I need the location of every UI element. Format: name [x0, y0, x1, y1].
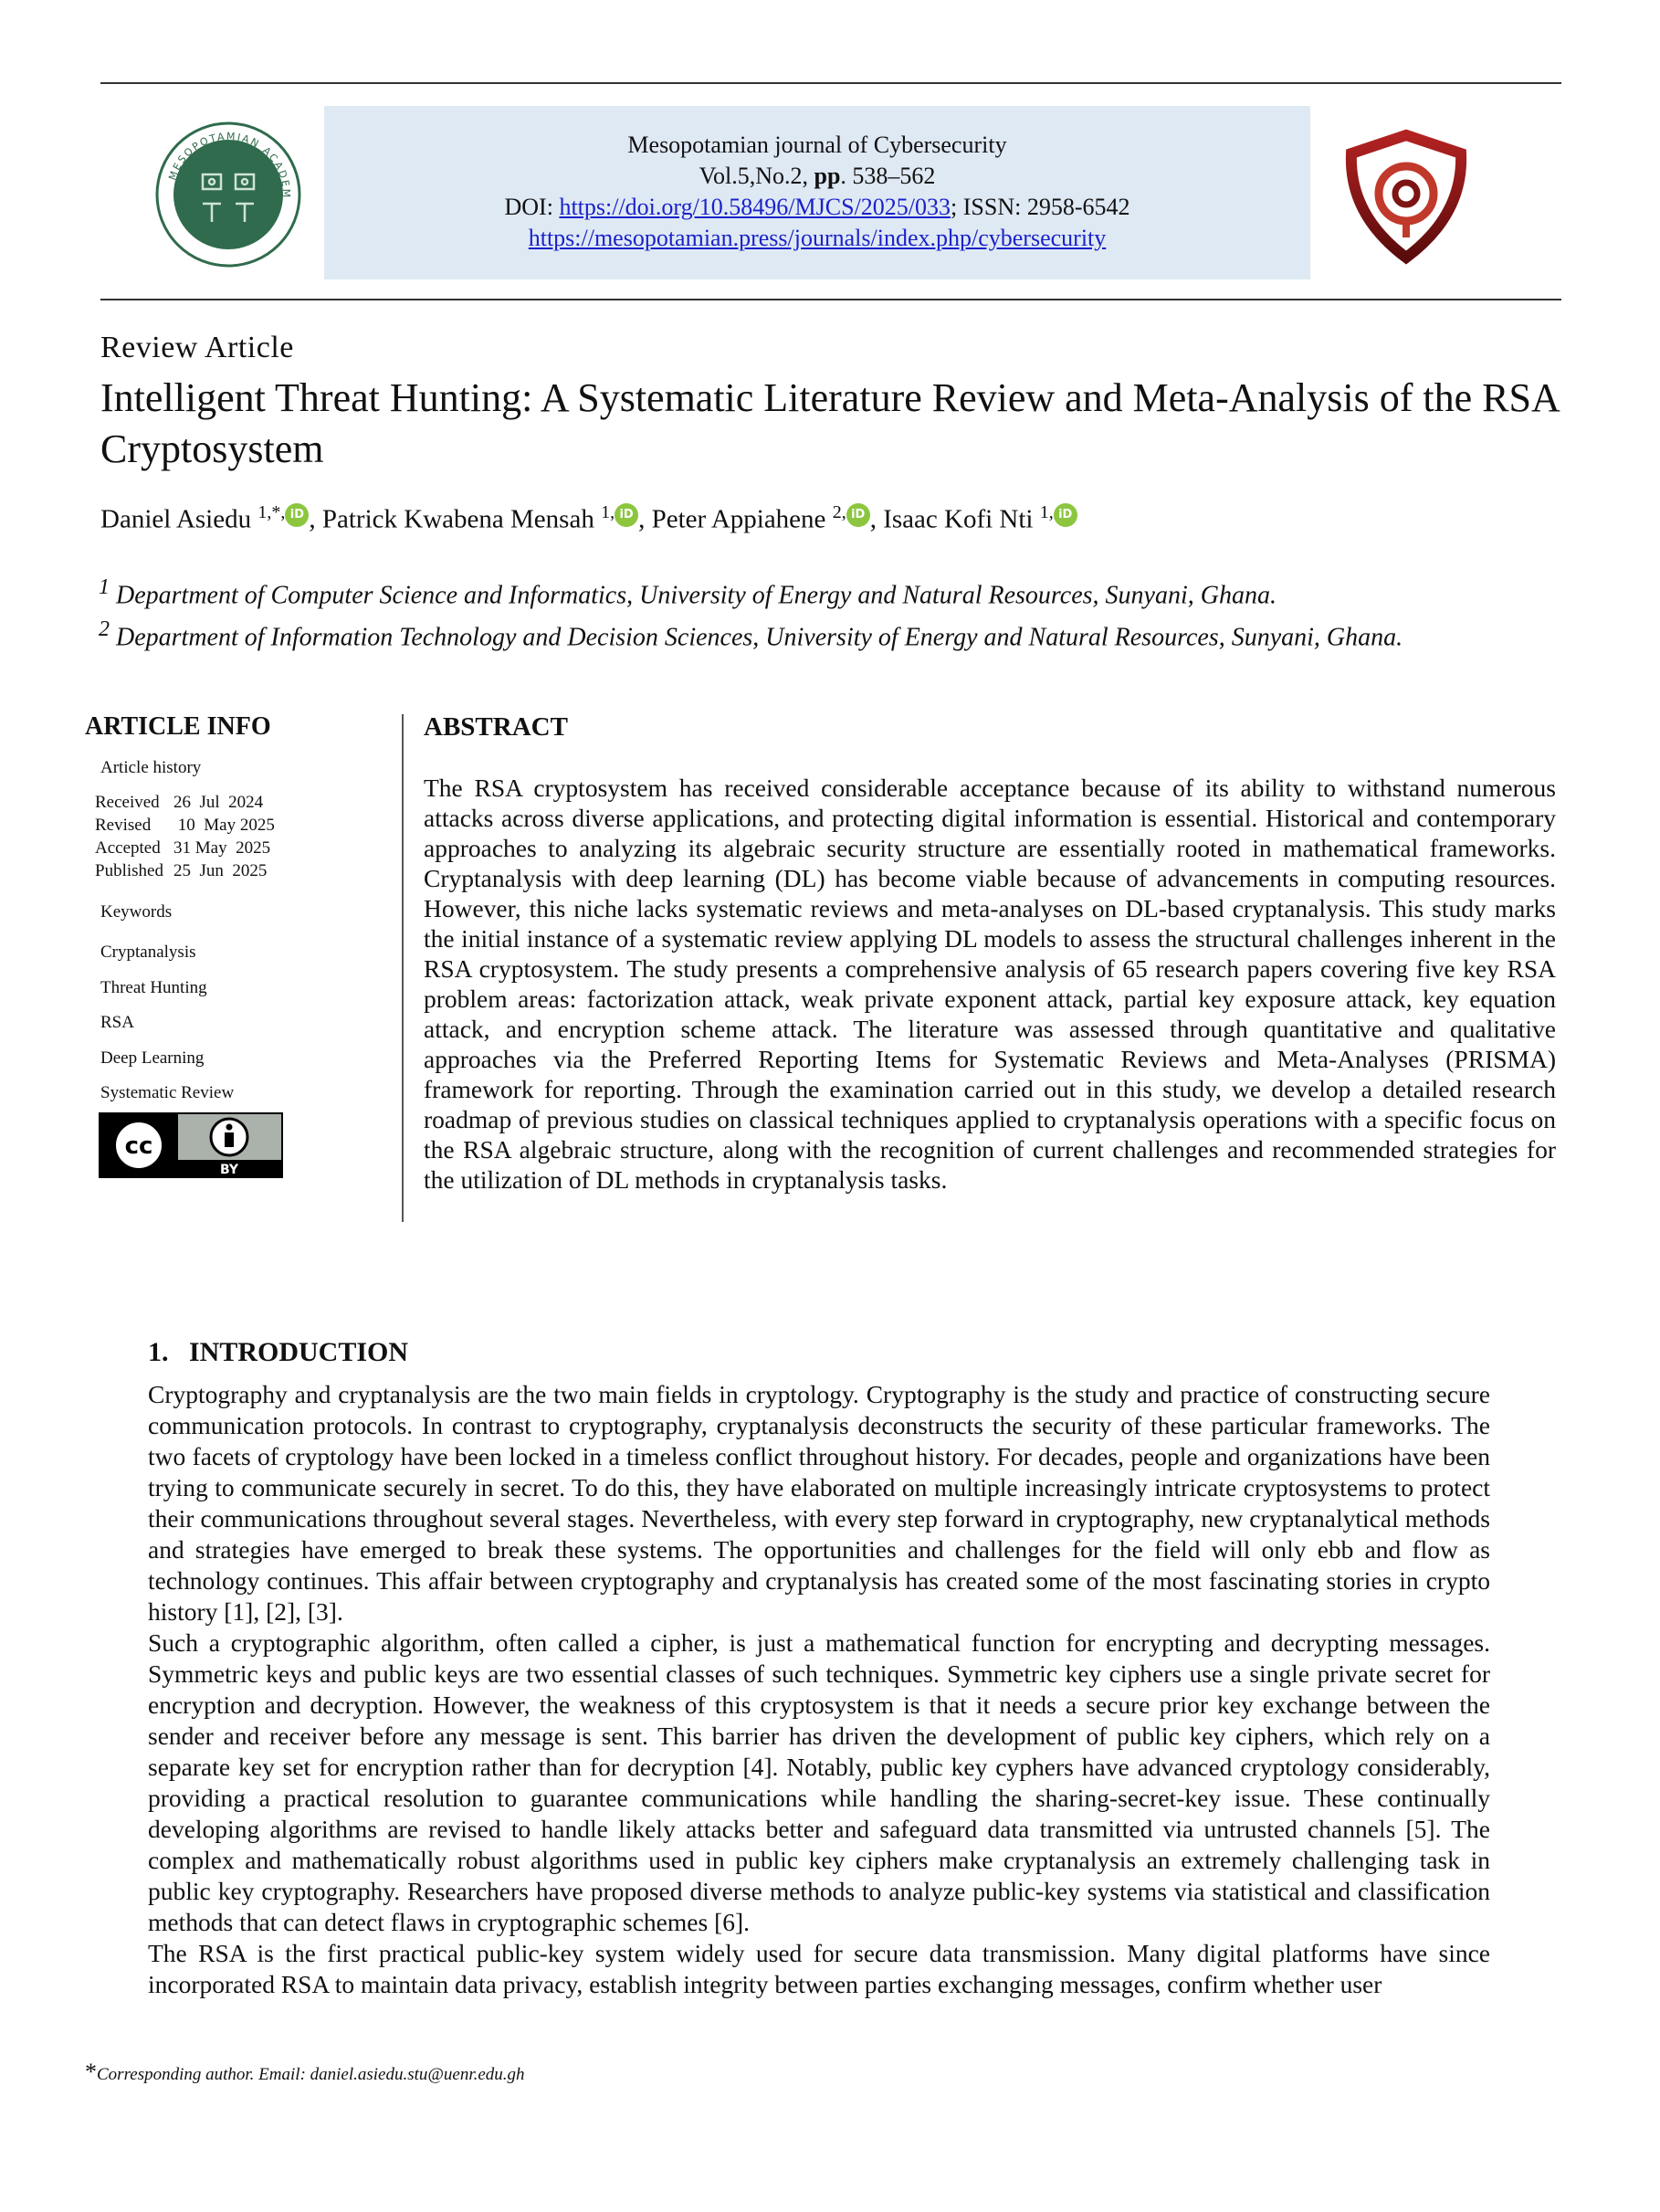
author-affil-sup: 1,	[1039, 502, 1054, 522]
volume: Vol.5,No.2,	[699, 163, 814, 189]
history-label: Revised	[95, 816, 152, 835]
keyword-item: Cryptanalysis	[100, 943, 196, 962]
history-row	[95, 791, 275, 814]
keyword-item: Systematic Review	[100, 1083, 235, 1102]
article-history-table	[95, 791, 275, 882]
history-row	[95, 814, 275, 837]
history-label: Received	[95, 793, 160, 812]
footnote-text: Corresponding author. Email: daniel.asiedu.stu@uenr.edu.gh	[97, 2065, 525, 2084]
affiliation-2	[99, 617, 1403, 652]
column-divider	[402, 714, 404, 1222]
introduction-heading: 1. INTRODUCTION	[148, 1337, 409, 1367]
introduction-body	[148, 1379, 1490, 2000]
author-list	[100, 502, 1077, 535]
affiliation-number: 2	[99, 617, 110, 641]
journal-name: Mesopotamian journal of Cybersecurity	[627, 132, 1007, 158]
history-date: 10 May 2025	[173, 816, 275, 835]
history-date: 25 Jun 2025	[173, 861, 268, 880]
history-row	[95, 837, 275, 859]
paragraph: The RSA is the first practical public-key system widely used for secure data transmission. Many digital platforms have since incorporated RSA to maintain data privacy, establish integrity between parties exchanging messages, confirm whether user	[148, 1939, 1490, 1998]
affiliation-number: 1	[99, 575, 110, 599]
keyword-item: Deep Learning	[100, 1048, 205, 1068]
keywords-label: Keywords	[100, 902, 173, 922]
top-rule	[100, 82, 1561, 84]
mesopotamian-press-logo	[155, 121, 301, 268]
orcid-icon[interactable]: iD	[846, 503, 870, 527]
journal-info-box	[324, 106, 1310, 279]
doi-label: DOI:	[504, 194, 560, 220]
keyword-item: RSA	[100, 1013, 134, 1032]
history-label: Accepted	[95, 838, 161, 858]
article-info-heading: ARTICLE INFO	[85, 712, 271, 741]
keyword-item: Threat Hunting	[100, 977, 207, 997]
by-label: BY	[219, 1163, 239, 1177]
author-name: , Peter Appiahene	[638, 504, 833, 534]
author-name: , Patrick Kwabena Mensah	[309, 504, 602, 534]
history-date: 26 Jul 2024	[173, 793, 264, 812]
corresponding-author-footnote	[85, 2059, 525, 2086]
journal-url-link[interactable]: https://mesopotamian.press/journals/index.php/cybersecurity	[528, 225, 1107, 251]
doi-line	[324, 192, 1310, 223]
author-affil-sup: 1,	[601, 502, 615, 522]
journal-shield-logo	[1338, 128, 1475, 265]
history-date: 31 May 2025	[173, 838, 271, 858]
issn: ; ISSN: 2958-6542	[951, 194, 1130, 220]
cc-by-license-badge[interactable]	[99, 1112, 283, 1178]
doi-link[interactable]: https://doi.org/10.58496/MJCS/2025/033	[559, 194, 951, 220]
affiliation-1	[99, 575, 1277, 610]
history-label: Published	[95, 861, 163, 880]
abstract-text: The RSA cryptosystem has received considerable acceptance because of its ability to withstand numerous attacks across diverse applications, and protecting digital information is essential. Historical and contemporary approaches to analyzing its algebraic security structure are essentially rooted in mathematical frameworks. Cryptanalysis with deep learning (DL) has become viable because of advancements in computing resources. However, this niche lacks systematic reviews and meta-analyses on DL-based cryptanalysis. This study marks the initial instance of a systematic review applying DL models to assess the structural challenges inherent in the RSA cryptosystem. The study presents a comprehensive analysis of 65 research papers covering five key RSA problem areas: factorization attack, weak private exponent attack, partial key exposure attack, key equation attack, and encryption scheme attack. The literature was assessed through quantitative and qualitative approaches via the Preferred Reporting Items for Systematic Reviews and Meta-Analyses (PRISMA) framework for reporting. Through the examination carried out in this study, we develop a detailed research roadmap of previous studies on classical techniques applied to cryptanalysis operations with a specific focus on the RSA algebraic structure, along with the recognition of current challenges and recommended strategies for the utilization of DL methods in cryptanalysis tasks.	[424, 774, 1556, 1194]
header-bottom-rule	[100, 299, 1561, 300]
author-name: , Isaac Kofi Nti	[869, 504, 1040, 534]
logo-ring-text: MESOPOTAMIAN ACADEM	[166, 130, 293, 200]
orcid-icon[interactable]: iD	[1054, 503, 1077, 527]
author-affil-sup: 1,*,	[257, 502, 286, 522]
affiliation-text: Department of Computer Science and Informatics, University of Energy and Natural Resources, Sunyani, Ghana.	[110, 581, 1277, 610]
history-row	[95, 859, 275, 882]
volume-pages	[324, 161, 1310, 192]
article-type: Review Article	[100, 331, 294, 364]
author-affil-sup: 2,	[832, 502, 846, 522]
orcid-icon[interactable]: iD	[615, 503, 638, 527]
author-name: Daniel Asiedu	[100, 504, 258, 534]
footnote-star: *	[85, 2059, 97, 2085]
affiliation-text: Department of Information Technology and Decision Sciences, University of Energy and Natural Resources, Sunyani, Ghana.	[110, 623, 1403, 652]
keyword-list	[100, 935, 234, 1111]
pp-label: pp	[814, 163, 841, 189]
paragraph: Such a cryptographic algorithm, often called a cipher, is just a mathematical function for encrypting and decrypting messages. Symmetric keys and public keys are two essential classes of such techniques. Symmetric key ciphers use a single private secret for encryption and decryption. However, the weakness of this cryptosystem is that it needs a secure prior key exchange between the sender and receiver before any message is sent. This barrier has driven the development of public key ciphers, which rely on a separate key set for encryption rather than for decryption [4]. Notably, public key cyphers have advanced cryptology considerably, providing a practical resolution to guarantee communications while handling the sharing-secret-key issue. These continually developing algorithms are revised to handle likely attacks better and safeguard data transmitted via untrusted channels [5]. The complex and mathematically robust algorithms used in public key ciphers make cryptanalysis an extremely challenging task in public key cryptography. Researchers have proposed diverse methods to analyze public-key systems via statistical and classification methods that can detect flaws in cryptographic schemes [6].	[148, 1628, 1490, 1936]
pages: . 538–562	[840, 163, 936, 189]
abstract-heading: ABSTRACT	[424, 712, 568, 742]
cc-icon: cc	[124, 1132, 153, 1160]
paper-title: Intelligent Threat Hunting: A Systematic Literature Review and Meta-Analysis of the RSA Cryptosystem	[100, 375, 1559, 471]
paragraph: Cryptography and cryptanalysis are the two main fields in cryptology. Cryptography is the study and practice of constructing secure communication protocols. In contrast to cryptography, cryptanalysis deconstructs the security of these particular frameworks. The two facets of cryptology have been locked in a timeless conflict throughout history. For decades, people and organizations have been trying to communicate securely in secret. To do this, they have elaborated on multiple increasingly intricate cryptosystems to protect their communications throughout several stages. Nevertheless, with every step forward in cryptography, new cryptanalytical methods and strategies have emerged to break these systems. The opportunities and challenges for the field will only ebb and flow as technology continues. This affair between cryptography and cryptanalysis has created some of the most fascinating stories in crypto history [1], [2], [3].	[148, 1380, 1490, 1626]
orcid-icon[interactable]: iD	[285, 503, 309, 527]
article-history-label: Article history	[100, 758, 202, 777]
